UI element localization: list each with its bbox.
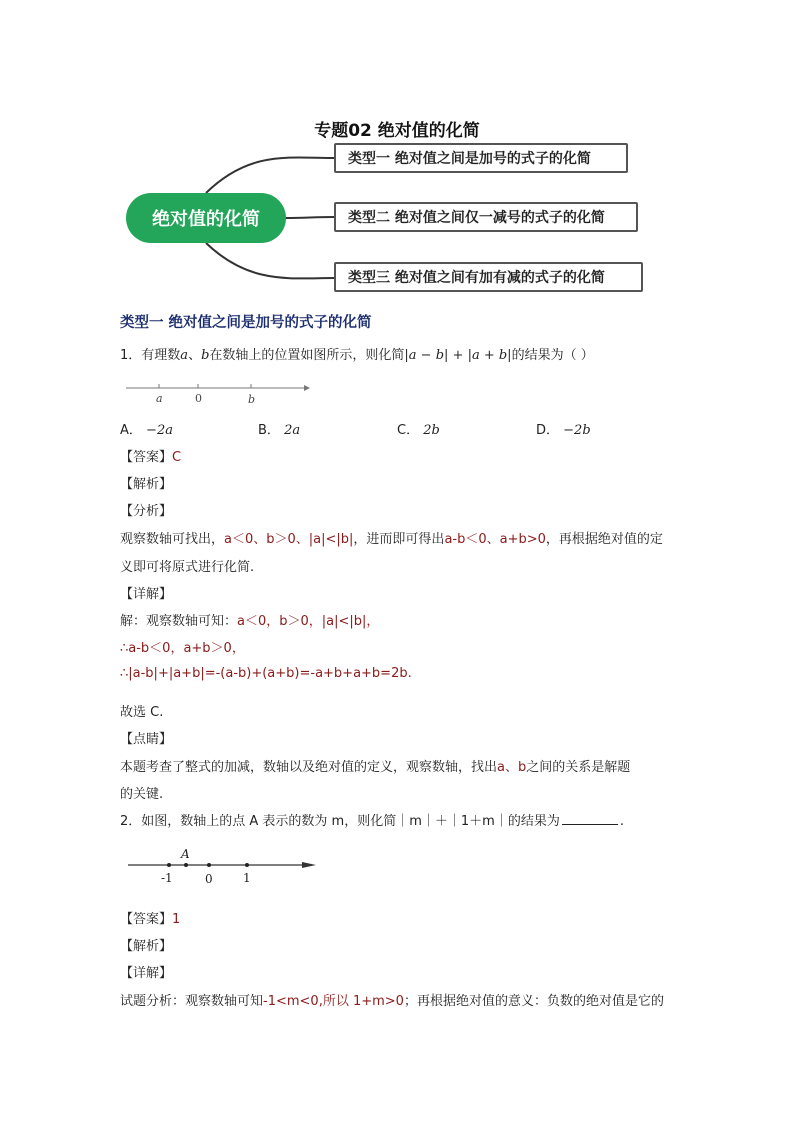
section-heading: 类型一 绝对值之间是加号的式子的化简: [120, 315, 372, 331]
q1-fenxi-line-1: 观察数轴可找出，a＜0、b＞0、|a|<|b|，进而即可得出a-b＜0、a+b>0，再根据绝对值的定: [120, 532, 663, 547]
q1-option-a[interactable]: A． −2a: [120, 423, 173, 438]
q1-number-line: [120, 378, 320, 406]
q1-stem: 1．有理数a、b在数轴上的位置如图所示，则化简|a − b| + |a + b|的结果为（ ）: [120, 348, 594, 363]
q2-analysis-line-1: 试题分析：观察数轴可知-1<m<0,所以 1+m>0；再根据绝对值的意义：负数的绝对值是它的: [120, 994, 664, 1009]
q1-fenxi-line-2: 义即可将原式进行化简.: [120, 560, 255, 575]
q2-xiangjie-tag: 【详解】: [120, 966, 173, 981]
q2-stem: 2．如图，数轴上的点 A 表示的数为 m，则化简｜m｜＋｜1＋m｜的结果为 .: [120, 814, 624, 829]
q1-axis-label-a: a: [156, 392, 163, 405]
q2-jiexi-tag: 【解析】: [120, 939, 173, 954]
mindmap-center-node: 绝对值的化简: [126, 193, 286, 243]
q1-step-1: 解：观察数轴可知：a＜0，b＞0，|a|<|b|，: [120, 614, 380, 629]
q1-option-c[interactable]: C． 2b: [397, 423, 440, 438]
q1-dianjing-tag: 【点睛】: [120, 732, 173, 747]
q1-step-3: ∴|a-b|+|a+b|=-(a-b)+(a+b)=-a+b+a+b=2b.: [120, 666, 412, 681]
mindmap-branch-3: 类型三 绝对值之间有加有减的式子的化简: [334, 262, 643, 292]
q1-axis-label-b: b: [248, 393, 256, 406]
q2-axis-tick-neg1: -1: [161, 871, 173, 885]
q1-fenxi-tag: 【分析】: [120, 504, 173, 519]
q1-option-b[interactable]: B． 2a: [258, 423, 301, 438]
mindmap-branch-2: 类型二 绝对值之间仅一减号的式子的化简: [334, 202, 638, 232]
q2-answer: 【答案】1: [120, 912, 181, 927]
mindmap-branch-1: 类型一 绝对值之间是加号的式子的化简: [334, 143, 628, 173]
q1-option-d[interactable]: D． −2b: [536, 423, 591, 438]
q1-answer: 【答案】C: [120, 450, 182, 465]
q2-axis-tick-0: 0: [205, 872, 213, 886]
q2-answer-blank[interactable]: [562, 824, 618, 825]
q1-expression: |a − b| + |a + b|: [404, 348, 512, 363]
q1-dianjing-line-2: 的关键.: [120, 787, 164, 802]
q1-step-2: ∴a-b＜0，a+b＞0，: [120, 641, 245, 656]
q2-answer-value: 1: [172, 912, 181, 927]
q1-answer-value: C: [172, 450, 182, 465]
q1-axis-label-0: 0: [195, 392, 202, 405]
q2-number-line: [120, 843, 330, 889]
page-title: 专题02 绝对值的化简: [314, 121, 480, 141]
q2-axis-tick-1: 1: [243, 871, 251, 885]
q1-conclusion: 故选 C.: [120, 705, 164, 720]
q1-xiangjie-tag: 【详解】: [120, 587, 173, 602]
q1-jiexi-tag: 【解析】: [120, 477, 173, 492]
q1-dianjing-line-1: 本题考查了整式的加减，数轴以及绝对值的定义，观察数轴，找出a、b之间的关系是解题: [120, 760, 631, 775]
q2-axis-label-A: A: [181, 847, 190, 861]
